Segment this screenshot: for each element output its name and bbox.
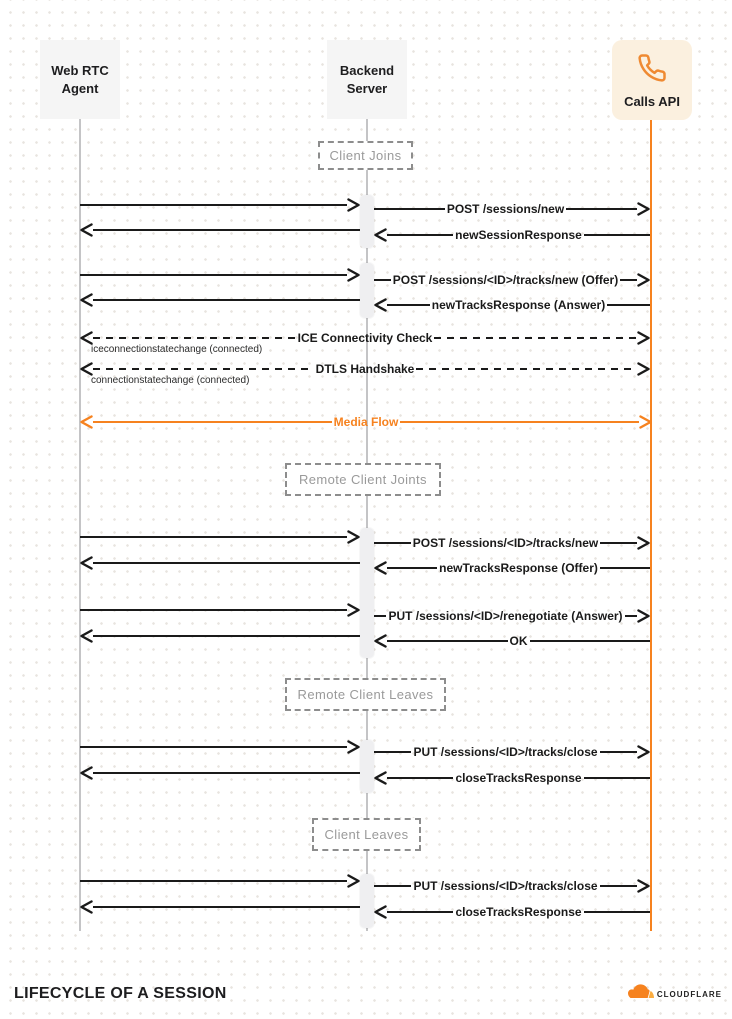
message-label: newTracksResponse (Answer) [431,298,606,312]
arrow-line [416,368,637,371]
activation-bar [360,528,374,658]
message-label: Media Flow [333,415,399,429]
dtls-event-note: connectionstatechange (connected) [91,375,250,386]
arrowhead-right-icon [637,745,650,759]
arrow-line [530,640,651,643]
arrowhead-right-icon [347,603,360,617]
arrowhead-left-icon [80,415,93,429]
section-client-joins [318,141,413,170]
activation-bar [360,740,374,793]
phone-icon [637,53,667,88]
arrow-media-flow [80,414,652,430]
arrowhead-right-icon [637,331,650,345]
arrow-backend-to-agent [80,899,360,915]
message-label: POST /sessions/new [446,202,565,216]
actor-calls-api [612,40,692,120]
arrow-post-tracks-new-offer [374,272,650,288]
arrow-backend-to-agent [80,765,360,781]
arrow-line [566,208,637,211]
message-label: PUT /sessions/<ID>/tracks/close [413,745,598,759]
arrowhead-right-icon [347,268,360,282]
arrow-line [374,885,411,888]
arrow-line [387,911,453,914]
arrow-put-renegotiate-answer [374,608,650,624]
arrow-line [584,777,650,780]
arrow-line [93,229,360,232]
lifeline-webrtc-agent [79,119,81,931]
arrow-line [607,304,650,307]
arrowhead-left-icon [374,561,387,575]
arrow-post-sessions-new [374,201,650,217]
arrowhead-right-icon [639,415,652,429]
arrowhead-left-icon [80,766,93,780]
arrow-line [80,204,347,207]
actor-backend-server [327,40,407,119]
arrowhead-left-icon [80,362,93,376]
arrowhead-right-icon [347,740,360,754]
arrowhead-right-icon [347,874,360,888]
arrow-line [374,542,411,545]
cloudflare-wordmark: CLOUDFLARE [656,989,722,999]
arrow-agent-to-backend [80,739,360,755]
arrow-line [93,299,360,302]
arrowhead-left-icon [80,293,93,307]
arrow-line [584,234,650,237]
arrow-line [80,536,347,539]
arrow-new-session-response [374,227,650,243]
message-label: POST /sessions/<ID>/tracks/new [412,536,599,550]
arrow-line [374,751,411,754]
arrow-line [93,368,314,371]
arrow-agent-to-backend [80,873,360,889]
arrowhead-right-icon [637,273,650,287]
message-label: newTracksResponse (Offer) [439,561,598,575]
arrow-line [387,234,453,237]
arrow-agent-to-backend [80,529,360,545]
arrow-line [80,746,347,749]
arrowhead-right-icon [637,362,650,376]
arrowhead-left-icon [80,900,93,914]
arrowhead-left-icon [374,228,387,242]
arrow-line [93,337,296,340]
arrowhead-left-icon [374,298,387,312]
arrow-line [387,640,508,643]
arrowhead-left-icon [374,771,387,785]
arrow-line [374,208,445,211]
activation-bar [360,874,374,928]
message-label: OK [509,634,528,648]
arrow-line [387,304,430,307]
arrowhead-right-icon [637,609,650,623]
arrowhead-left-icon [80,331,93,345]
arrow-line [93,562,360,565]
arrow-close-tracks-response [374,770,650,786]
actor-webrtc-agent [40,40,120,119]
activation-bar [360,263,374,318]
cloudflare-logo [628,984,722,1004]
arrow-line [620,279,637,282]
arrow-line [387,777,453,780]
message-label: PUT /sessions/<ID>/tracks/close [413,879,598,893]
lifeline-calls-api [650,119,652,931]
arrowhead-right-icon [347,198,360,212]
arrow-backend-to-agent [80,222,360,238]
arrow-put-tracks-close [374,878,650,894]
arrow-line [600,885,637,888]
arrowhead-right-icon [637,202,650,216]
arrow-backend-to-agent [80,292,360,308]
arrow-line [80,609,347,612]
message-label: closeTracksResponse [455,771,582,785]
message-label: closeTracksResponse [455,905,582,919]
arrow-agent-to-backend [80,602,360,618]
arrow-line [434,337,637,340]
message-label: ICE Connectivity Check [297,331,433,345]
section-label: Client Joins [329,148,402,163]
arrow-line [400,421,639,424]
section-label: Client Leaves [324,827,409,842]
arrowhead-left-icon [80,629,93,643]
arrow-line [584,911,650,914]
arrow-post-tracks-new [374,535,650,551]
arrowhead-left-icon [80,223,93,237]
arrowhead-left-icon [80,556,93,570]
arrow-new-tracks-response-offer [374,560,650,576]
arrow-line [93,635,360,638]
activation-bar [360,195,374,248]
arrow-backend-to-agent [80,628,360,644]
arrow-backend-to-agent [80,555,360,571]
arrow-line [374,279,391,282]
arrowhead-left-icon [374,905,387,919]
arrowhead-right-icon [637,879,650,893]
message-label: newSessionResponse [455,228,582,242]
arrow-line [600,567,650,570]
arrow-line [93,906,360,909]
arrowhead-right-icon [637,536,650,550]
message-label: POST /sessions/<ID>/tracks/new (Offer) [392,273,619,287]
arrow-line [625,615,637,618]
arrowhead-right-icon [347,530,360,544]
message-label: DTLS Handshake [315,362,415,376]
page-title: LIFECYCLE OF A SESSION [14,985,227,1002]
actor-backend-server-label: Backend Server [339,62,395,96]
section-remote-client-leaves [285,678,446,711]
actor-calls-api-label: Calls API [624,94,680,109]
arrow-new-tracks-response-answer [374,297,650,313]
cloudflare-cloud-icon [628,984,654,1004]
section-remote-client-joins [285,463,441,496]
arrow-ok-response [374,633,650,649]
arrow-agent-to-backend [80,197,360,213]
actor-webrtc-agent-label: Web RTC Agent [51,62,109,96]
arrow-agent-to-backend [80,267,360,283]
ice-event-note: iceconnectionstatechange (connected) [91,344,263,355]
section-client-leaves [312,818,421,851]
arrowhead-left-icon [374,634,387,648]
arrow-close-tracks-response [374,904,650,920]
arrow-line [80,274,347,277]
arrow-line [93,421,332,424]
arrow-line [600,751,637,754]
section-label: Remote Client Joints [299,472,427,487]
arrow-line [387,567,437,570]
section-label: Remote Client Leaves [297,687,434,702]
arrow-line [93,772,360,775]
arrow-put-tracks-close [374,744,650,760]
arrow-line [374,615,386,618]
arrow-line [80,880,347,883]
arrow-line [600,542,637,545]
message-label: PUT /sessions/<ID>/renegotiate (Answer) [388,609,623,623]
